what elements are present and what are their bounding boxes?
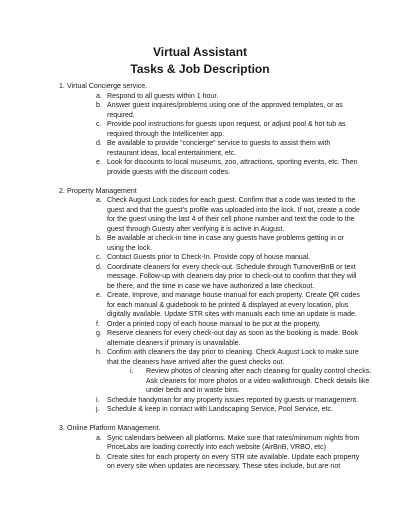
item-text-line: Confirm with cleaners the day prior to cleaning. Check August Lock to make sure <box>107 349 359 356</box>
section-2 <box>0 187 400 415</box>
item-letter: g. <box>96 330 102 337</box>
item-letter: d. <box>96 140 102 147</box>
item-text-line: Provide pool instructions for guests upon request, or adjust pool & hot tub as <box>107 121 346 128</box>
item-text-line: for the guest using the last 4 of their cell phone number and text the code to the <box>107 216 355 223</box>
list-item <box>0 253 400 263</box>
item-text-line: guest and that the guest’s profile was uploaded into the lock. If not, create a code <box>107 206 360 214</box>
section-1 <box>0 82 400 177</box>
item-letter: a. <box>96 197 102 204</box>
item-letter: h. <box>96 349 102 356</box>
item-text-line: provide guests with the discount codes. <box>107 168 231 176</box>
item-text-line: Schedule & keep in contact with Landscaping Service, Pool Service, etc. <box>107 406 334 413</box>
document-title: Virtual Assistant <box>152 45 248 59</box>
list-item <box>0 139 400 158</box>
section-title: Online Platform Management. <box>67 425 161 432</box>
sub-item-text-line: under beds and in waste bins. <box>146 387 240 394</box>
task-list <box>0 82 400 472</box>
item-text-line: Respond to all guests within 1 hour. <box>107 92 219 100</box>
item-text-line: Create sites for each property on every STR site available. Update each property <box>107 453 360 461</box>
item-letter: a. <box>96 434 102 442</box>
list-item <box>0 348 400 367</box>
item-text-line: PriceLabs are loading correctly into each website (AirBnB, VRBO, etc) <box>107 444 326 451</box>
section-items <box>0 434 400 472</box>
item-text-line: Sync calendars between all platforms. Make sure that rates/minimum nights from <box>107 434 360 442</box>
item-text-line: required. <box>107 111 135 119</box>
item-text-line: Order a printed copy of each house manual to be put at the property. <box>107 320 321 328</box>
item-text-line: Create, Improve, and manage house manual for each property. Create QR codes <box>107 292 360 299</box>
item-text-line: Be available to provide “concierge” service to guests to assist them with <box>107 140 331 147</box>
item-text-line: be there, and the time in case we have authorized a late checkout. <box>107 282 315 290</box>
item-letter: a. <box>96 92 102 100</box>
item-text-line: Be available at check-in time in case any guests have problems getting in or <box>107 235 344 242</box>
section-items <box>0 196 400 415</box>
item-letter: d. <box>96 263 102 271</box>
list-item <box>0 158 400 177</box>
list-item <box>0 405 400 415</box>
section-heading <box>0 424 400 434</box>
section-items <box>0 92 400 178</box>
section-title: Property Management <box>67 187 137 195</box>
list-item <box>0 234 400 253</box>
item-text-line: Coordinate cleaners for every check-out. Schedule through TurnoverBnB or text <box>107 263 356 271</box>
item-text-line: that the cleaners have arrived after the guest checks out. <box>107 358 285 366</box>
list-item <box>0 263 400 292</box>
item-text-line: guest through Guesty after verifying it is active in August. <box>107 225 285 233</box>
list-item <box>0 196 400 234</box>
item-letter: c. <box>96 121 102 128</box>
title-block <box>0 44 400 78</box>
sub-item-text-line: Ask cleaners for more photos or a video walkthrough. Check details like <box>146 377 370 385</box>
item-letter: e. <box>96 292 102 299</box>
section-title: Virtual Concierge service. <box>67 83 148 90</box>
list-item <box>0 92 400 102</box>
list-item <box>0 396 400 406</box>
item-text-line: restaurant ideas, local entertainment, etc. <box>107 149 237 157</box>
item-text-line: on every site when updates are necessary. These sites include, but are not <box>107 463 341 470</box>
item-text-line: message. Follow-up with cleaners day prior to check-out to confirm that they will <box>107 273 357 280</box>
item-letter: c. <box>96 254 102 261</box>
list-item <box>0 434 400 453</box>
item-letter: j. <box>96 406 100 413</box>
item-letter: f. <box>96 320 100 328</box>
list-item <box>0 120 400 139</box>
item-text-line: for each manual & guidebook to be printed & displayed at every location, plus <box>107 301 349 309</box>
item-letter: b. <box>96 102 102 109</box>
section-spacer <box>0 177 400 187</box>
item-text-line: digitally available. Update STR sites with manuals each time an update is made. <box>107 311 357 318</box>
section-3 <box>0 424 400 472</box>
list-item <box>0 329 400 348</box>
item-text-line: alternate cleaners if primary is unavailable. <box>107 339 241 347</box>
list-item <box>0 291 400 320</box>
section-spacer <box>0 415 400 425</box>
item-text-line: Check August Lock codes for each guest. Confirm that a code was texted to the <box>107 197 356 204</box>
list-item <box>0 320 400 330</box>
sub-item-text-line: Review photos of cleaning after each cleaning for quality control checks. <box>146 368 372 375</box>
section-heading <box>0 187 400 197</box>
section-number: 3. <box>59 425 65 432</box>
document-subtitle: Tasks & Job Description <box>130 62 270 76</box>
item-text-line: Look for discounts to local museums, zoo, attractions, sporting events, etc. Then <box>107 159 358 166</box>
section-number: 2. <box>59 187 65 195</box>
item-text-line: using the lock. <box>107 244 153 252</box>
list-item <box>0 453 400 472</box>
item-text-line: Answer guest inquires/problems using one of the approved templates, or as <box>107 102 343 109</box>
item-text-line: Schedule handyman for any property issues reported by guests or management. <box>107 396 359 404</box>
item-text-line: Contact Guests prior to Check-In. Provide copy of house manual. <box>107 254 311 261</box>
item-text-line: required through the Intellicenter app. <box>107 130 225 138</box>
item-letter: e. <box>96 159 102 166</box>
item-letter: b. <box>96 235 102 242</box>
sub-list-item <box>0 367 400 396</box>
list-item <box>0 101 400 120</box>
section-heading <box>0 82 400 92</box>
item-letter: b. <box>96 453 102 461</box>
section-number: 1. <box>59 83 65 90</box>
sub-item-letter: i. <box>130 368 134 375</box>
item-letter: i. <box>96 396 100 404</box>
item-text-line: Reserve cleaners for every check-out day as soon as the booking is made. Book <box>107 330 359 337</box>
